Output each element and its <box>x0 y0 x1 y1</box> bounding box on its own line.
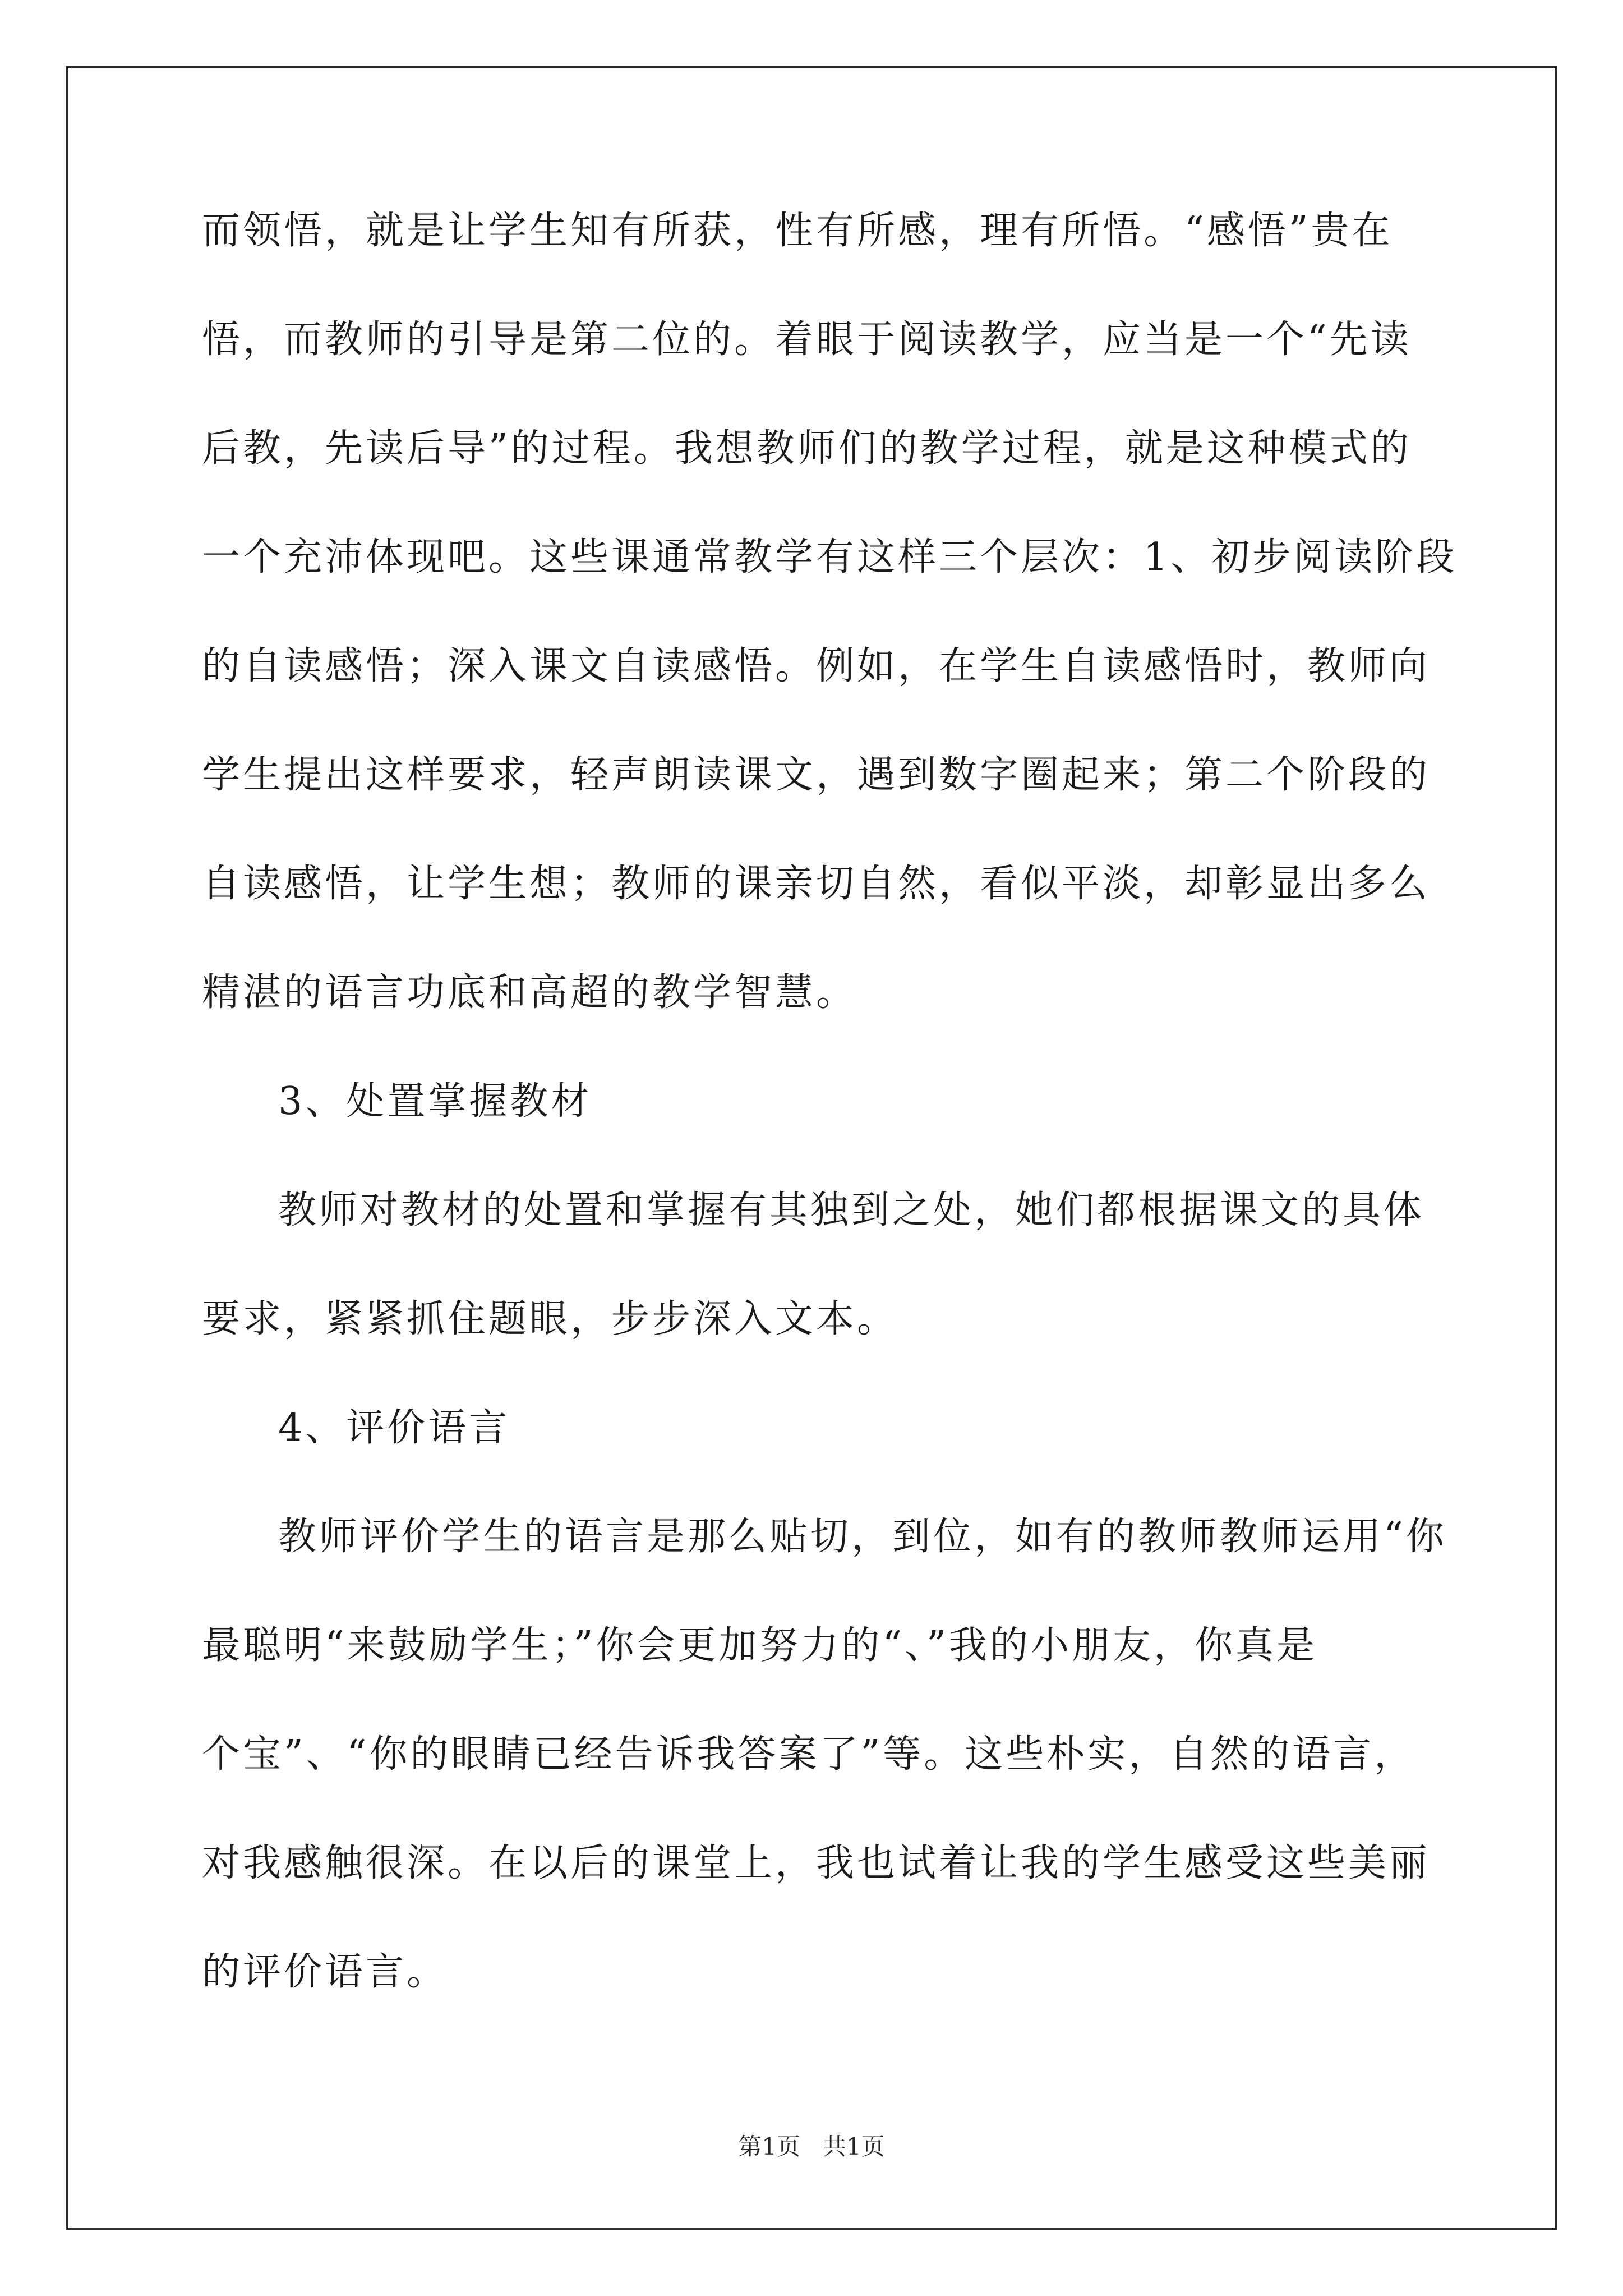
paragraph-line: 教师对教材的处置和掌握有其独到之处，她们都根据课文的具体 <box>278 1188 1425 1232</box>
paragraph-line: 而领悟，就是让学生知有所获，性有所感，理有所悟。“感悟”贵在 <box>202 209 1393 253</box>
paragraph-line: 一个充沛体现吧。这些课通常教学有这样三个层次：1、初步阅读阶段 <box>202 535 1458 579</box>
document-body <box>202 209 1458 2062</box>
paragraph-line: 精湛的语言功底和高超的教学智慧。 <box>202 970 857 1015</box>
page-number-footer: 第1页 共1页 <box>738 2133 885 2160</box>
paragraph-line: 的评价语言。 <box>202 1950 448 1994</box>
paragraph-line: 悟，而教师的引导是第二位的。着眼于阅读教学，应当是一个“先读 <box>202 318 1412 362</box>
paragraph-line: 自读感悟，让学生想；教师的课亲切自然，看似平淡，却彰显出多么 <box>202 862 1431 906</box>
paragraph-line: 后教，先读后导”的过程。我想教师们的教学过程，就是这种模式的 <box>202 426 1412 471</box>
section-heading-4: 4、评价语言 <box>278 1406 510 1450</box>
paragraph-line: 学生提出这样要求，轻声朗读课文，遇到数字圈起来；第二个阶段的 <box>202 753 1431 797</box>
paragraph-line: 对我感触很深。在以后的课堂上，我也试着让我的学生感受这些美丽 <box>202 1841 1431 1885</box>
paragraph-line: 要求，紧紧抓住题眼，步步深入文本。 <box>202 1297 898 1341</box>
paragraph-line: 教师评价学生的语言是那么贴切，到位，如有的教师教师运用“你 <box>278 1515 1447 1559</box>
paragraph-line: 最聪明“来鼓励学生；”你会更加努力的“、”我的小朋友，你真是 <box>202 1623 1318 1668</box>
paragraph-line: 的自读感悟；深入课文自读感悟。例如，在学生自读感悟时，教师向 <box>202 644 1431 688</box>
section-heading-3: 3、处置掌握教材 <box>278 1079 592 1124</box>
paragraph-line: 个宝”、“你的眼睛已经告诉我答案了”等。这些朴实，自然的语言， <box>202 1732 1415 1777</box>
